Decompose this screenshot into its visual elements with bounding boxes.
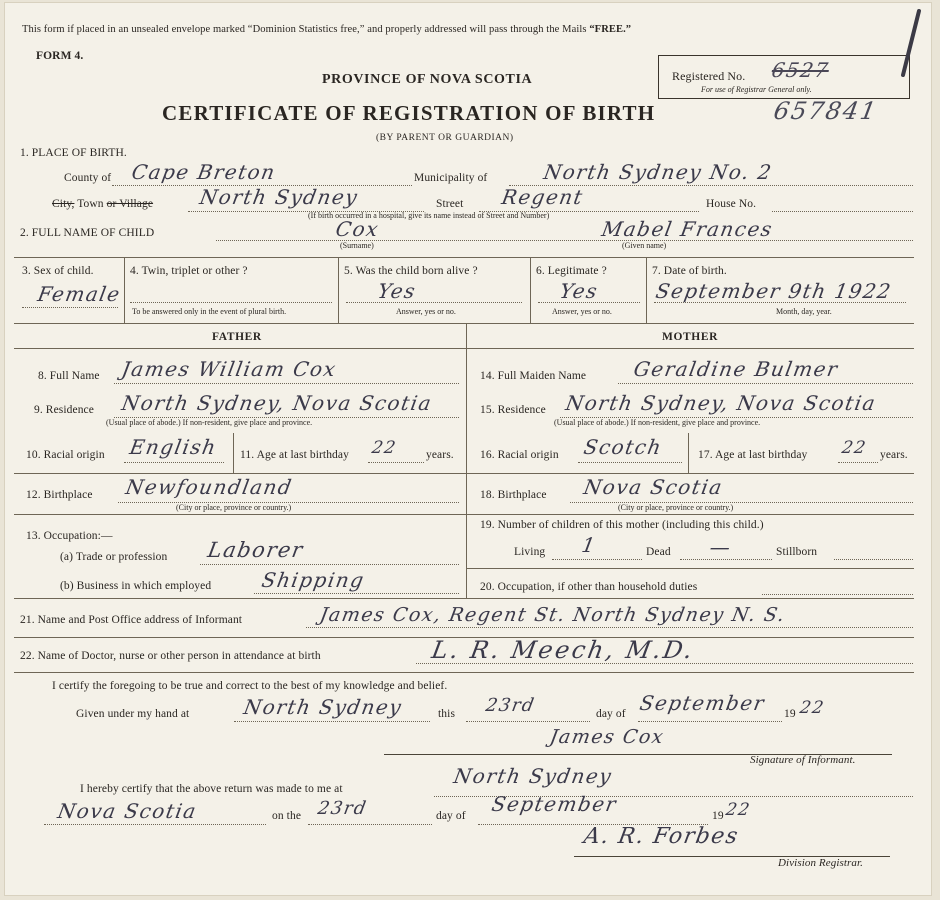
registrar-place-value: North Sydney: [451, 764, 615, 788]
row3-divider-4: [646, 257, 647, 323]
registrar-day-line: [308, 824, 432, 825]
given-year-prefix: 19: [784, 708, 796, 720]
house-line: [772, 211, 913, 212]
trade-value: Laborer: [205, 538, 306, 562]
mother-birthplace-value: Nova Scotia: [581, 475, 726, 499]
house-label: House No.: [706, 198, 757, 210]
living-value: 1: [579, 533, 599, 557]
registrar-statement: I hereby certify that the above return was made to me at: [80, 783, 343, 795]
father-age-label: 11. Age at last birthday: [240, 449, 349, 461]
informant-signature: James Cox: [548, 726, 667, 748]
mother-racial-divider: [688, 433, 689, 473]
father-age-line: [368, 462, 424, 463]
certify-statement: I certify the foregoing to be true and correct to the best of my knowledge and belief.: [52, 680, 448, 692]
day-of-label: day of: [596, 708, 626, 720]
town-value: North Sydney: [197, 185, 361, 209]
father-residence-label: 9. Residence: [34, 404, 94, 416]
father-years: years.: [426, 449, 454, 461]
alive-label: 5. Was the child born alive ?: [344, 265, 478, 277]
given-caption: (Given name): [622, 241, 667, 250]
county-label: County of: [64, 172, 112, 184]
row3-divider-2: [338, 257, 339, 323]
informant-line: [306, 627, 913, 628]
mail-notice-free: “FREE.”: [589, 24, 632, 35]
row3-bottom-border: [14, 323, 914, 324]
mother-occupation-label: 20. Occupation, if other than household duties: [480, 581, 698, 593]
municipality-label: Municipality of: [414, 172, 488, 184]
given-month-value: September: [637, 691, 768, 715]
registrar-province-value: Nova Scotia: [55, 799, 200, 823]
twin-note: To be answered only in the event of plural birth.: [132, 307, 287, 316]
living-label: Living: [514, 546, 546, 558]
twin-line: [130, 302, 332, 303]
father-name-label: 8. Full Name: [38, 370, 100, 382]
sex-line: [22, 307, 118, 308]
mother-header: MOTHER: [662, 331, 718, 343]
doctor-bottom: [14, 672, 914, 673]
certificate-title: CERTIFICATE OF REGISTRATION OF BIRTH: [162, 101, 656, 125]
registrar-year-suffix: 22: [724, 800, 753, 820]
child-surname: Cox: [333, 217, 382, 241]
father-birthplace-value: Newfoundland: [123, 475, 295, 499]
sex-value: Female: [35, 282, 123, 306]
mother-age-line: [838, 462, 878, 463]
mother-years: years.: [880, 449, 908, 461]
street-value: Regent: [499, 185, 586, 209]
legitimate-value: Yes: [557, 279, 601, 303]
mother-racial-value: Scotch: [581, 435, 665, 459]
pen-mark: [901, 9, 922, 78]
father-racial-divider: [233, 433, 234, 473]
province-heading: PROVINCE OF NOVA SCOTIA: [322, 72, 533, 87]
hospital-note: (If birth occurred in a hospital, give its name instead of Street and Number): [308, 211, 550, 220]
child-name-line: [216, 240, 913, 241]
mother-birthplace-note: (City or place, province or country.): [618, 503, 734, 512]
date-of-birth-note: Month, day, year.: [776, 307, 832, 316]
children-bottom: [466, 568, 914, 569]
mail-notice-text: This form if placed in an unsealed envelope marked “Dominion Statistics free,” and properly addressed will pass through the Mails: [22, 24, 587, 35]
father-racial-value: English: [127, 435, 219, 459]
child-given-name: Mabel Frances: [599, 217, 775, 241]
business-label: (b) Business in which employed: [60, 580, 212, 592]
father-name-value: James William Cox: [119, 357, 339, 381]
registrar-day-value: 23rd: [316, 798, 369, 819]
alive-note: Answer, yes or no.: [396, 307, 456, 316]
row3-top-border: [14, 257, 914, 258]
sex-label: 3. Sex of child.: [22, 265, 94, 277]
father-residence-value: North Sydney, Nova Scotia: [119, 391, 435, 415]
registrar-province-line: [44, 824, 266, 825]
surname-caption: (Surname): [340, 241, 374, 250]
mother-age-label: 17. Age at last birthday: [698, 449, 808, 461]
registered-label: Registered No.: [672, 69, 746, 83]
stillborn-line: [834, 559, 913, 560]
mother-residence-label: 15. Residence: [480, 404, 546, 416]
dead-line: [680, 559, 772, 560]
twin-label: 4. Twin, triplet or other ?: [130, 265, 248, 277]
mail-notice: [22, 24, 631, 35]
father-racial-bottom: [14, 473, 466, 474]
doctor-value: L. R. Meech, M.D.: [429, 636, 697, 664]
legitimate-label: 6. Legitimate ?: [536, 265, 607, 277]
given-label: Given under my hand at: [76, 708, 190, 720]
mother-residence-value: North Sydney, Nova Scotia: [563, 391, 879, 415]
informant-signature-caption: Signature of Informant.: [750, 754, 856, 766]
given-day-value: 23rd: [484, 695, 537, 716]
informant-label: 21. Name and Post Office address of Informant: [20, 614, 243, 626]
street-label: Street: [436, 198, 464, 210]
child-name-label: 2. FULL NAME OF CHILD: [20, 227, 155, 239]
certificate-subtitle: (BY PARENT OR GUARDIAN): [376, 133, 514, 143]
mother-name-label: 14. Full Maiden Name: [480, 370, 587, 382]
legitimate-note: Answer, yes or no.: [552, 307, 612, 316]
trade-line: [200, 564, 459, 565]
father-birthplace-label: 12. Birthplace: [26, 489, 93, 501]
mother-racial-line: [578, 462, 682, 463]
occupation-label: 13. Occupation:—: [26, 530, 113, 542]
village-struck: or Village: [106, 198, 154, 210]
mother-racial-label: 16. Racial origin: [480, 449, 559, 461]
doctor-label: 22. Name of Doctor, nurse or other person in attendance at birth: [20, 650, 321, 662]
father-header: FATHER: [212, 331, 262, 343]
registrar-month-value: September: [489, 792, 620, 816]
county-value: Cape Breton: [129, 160, 278, 184]
town-label: [52, 198, 153, 210]
municipality-value: North Sydney No. 2: [541, 160, 775, 184]
dead-value: —: [707, 535, 734, 559]
birthplace-bottom: [14, 514, 914, 515]
father-name-line: [114, 383, 459, 384]
mother-occupation-line: [762, 594, 913, 595]
mother-name-line: [618, 383, 913, 384]
row3-divider-1: [124, 257, 125, 323]
mother-name-value: Geraldine Bulmer: [631, 357, 841, 381]
town-word: Town: [77, 198, 104, 210]
alive-value: Yes: [375, 279, 419, 303]
city-struck: City,: [52, 198, 75, 210]
stillborn-label: Stillborn: [776, 546, 818, 558]
registrar-day-of: day of: [436, 810, 466, 822]
father-age-value: 22: [370, 438, 399, 458]
dead-label: Dead: [646, 546, 671, 558]
given-year-suffix: 22: [798, 698, 827, 718]
this-label: this: [438, 708, 456, 720]
registered-number: 657841: [771, 97, 881, 125]
form-number: FORM 4.: [36, 50, 84, 62]
mother-residence-note: (Usual place of abode.) If non-resident, give place and province.: [554, 418, 761, 427]
given-place-line: [234, 721, 430, 722]
parents-header-border: [14, 348, 914, 349]
row3-divider-3: [530, 257, 531, 323]
registered-note: For use of Registrar General only.: [701, 85, 812, 94]
given-place-value: North Sydney: [241, 695, 405, 719]
registrar-caption: Division Registrar.: [778, 857, 864, 869]
mother-birthplace-label: 18. Birthplace: [480, 489, 547, 501]
registered-crossed-value: 6527: [769, 58, 832, 82]
birth-certificate: [4, 2, 932, 896]
parents-divider: [466, 323, 467, 598]
occupation-bottom: [14, 598, 914, 599]
place-of-birth-heading: 1. PLACE OF BIRTH.: [20, 147, 127, 159]
mother-racial-bottom: [466, 473, 914, 474]
children-count-label: 19. Number of children of this mother (including this child.): [480, 519, 764, 531]
registrar-on-the: on the: [272, 810, 302, 822]
informant-value: James Cox, Regent St. North Sydney N. S.: [318, 604, 788, 626]
date-of-birth-label: 7. Date of birth.: [652, 265, 727, 277]
given-day-line: [466, 721, 590, 722]
trade-label: (a) Trade or profession: [60, 551, 168, 563]
living-line: [552, 559, 642, 560]
given-month-line: [638, 721, 782, 722]
mother-age-value: 22: [840, 438, 869, 458]
business-line: [254, 593, 459, 594]
father-racial-line: [124, 462, 224, 463]
registrar-signature: A. R. Forbes: [581, 824, 741, 849]
father-racial-label: 10. Racial origin: [26, 449, 105, 461]
registrar-year-prefix: 19: [712, 810, 724, 822]
father-residence-note: (Usual place of abode.) If non-resident, give place and province.: [106, 418, 313, 427]
alive-line: [346, 302, 522, 303]
date-of-birth-value: September 9th 1922: [653, 279, 894, 303]
father-birthplace-note: (City or place, province or country.): [176, 503, 292, 512]
business-value: Shipping: [259, 568, 367, 592]
